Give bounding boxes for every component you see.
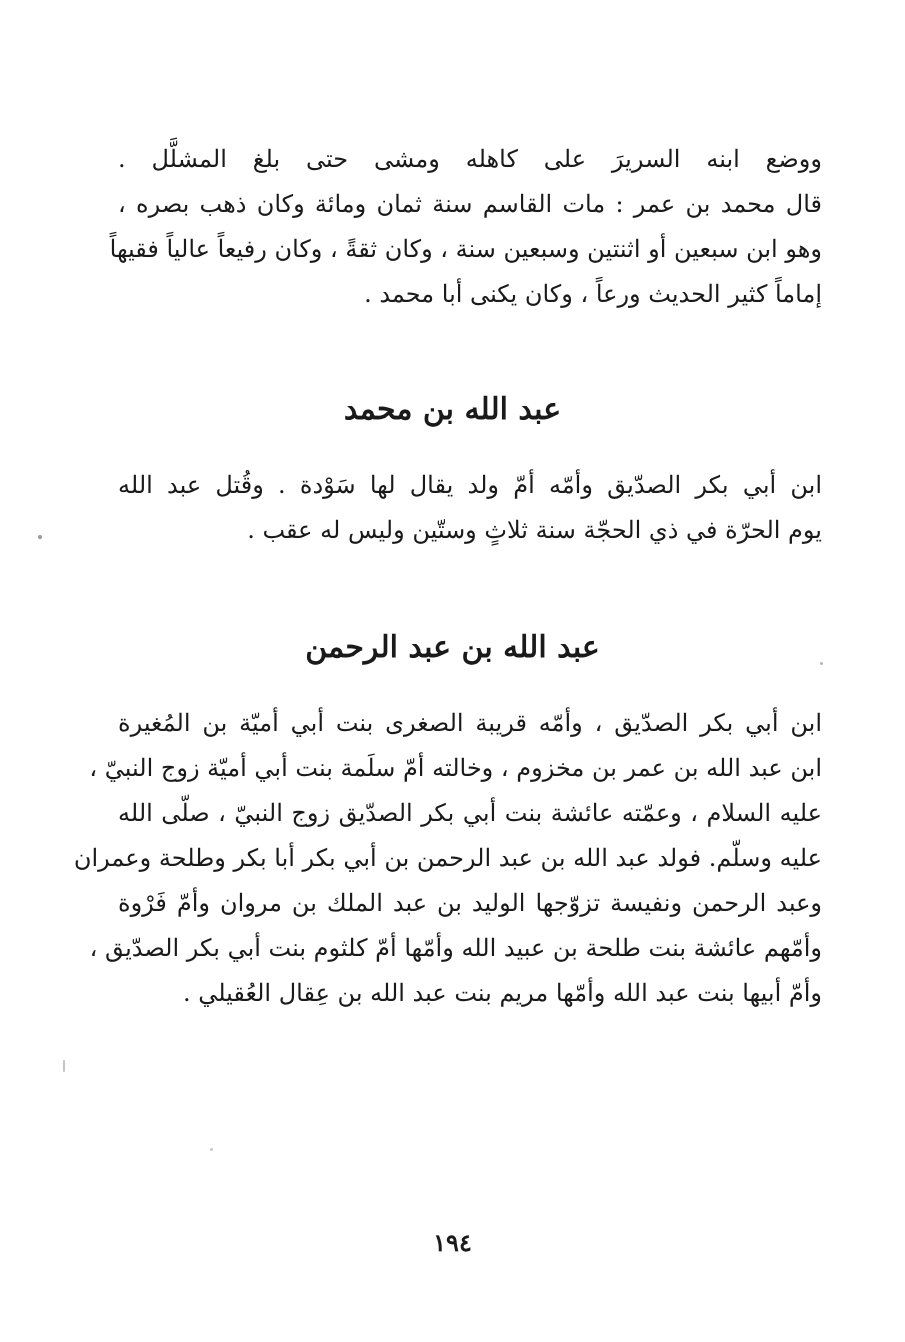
text-line: قال محمد بن عمر : مات القاسم سنة ثمان ومائة وكان ذهب بصره ، <box>118 190 822 218</box>
scan-speck <box>210 1148 213 1151</box>
text-line: ابن عبد الله بن عمر بن مخزوم ، وخالته أمّ سلَمة بنت أبي أميّة زوج النبيّ ، <box>89 754 822 782</box>
text-line: ابن أبي بكر الصدّيق وأمّه أمّ ولد يقال لها سَوْدة . وقُتل عبد الله <box>118 471 822 499</box>
scan-speck <box>820 662 823 665</box>
text-line: إماماً كثير الحديث ورعاً ، وكان يكنى أبا محمد . <box>364 280 822 308</box>
text-line: وهو ابن سبعين أو اثنتين وسبعين سنة ، وكان ثقةً ، وكان رفيعاً عالياً فقيهاً <box>109 235 822 263</box>
text-line: عليه وسلّم. فولد عبد الله بن عبد الرحمن بن أبي بكر أبا بكر وطلحة وعمران <box>73 844 822 872</box>
scan-speck <box>38 535 42 539</box>
text-line: ابن أبي بكر الصدّيق ، وأمّه قريبة الصغرى بنت أبي أميّة بن المُغيرة <box>118 709 822 737</box>
section-paragraph <box>118 463 822 553</box>
page-number: ١٩٤ <box>433 1228 472 1257</box>
scan-speck <box>63 1060 65 1072</box>
text-line: وأمّ أبيها بنت عبد الله وأمّها مريم بنت عبد الله بن عِقال العُقيلي . <box>182 979 822 1007</box>
section-heading: عبد الله بن عبد الرحمن <box>305 630 600 665</box>
paragraph-continuation <box>109 137 822 317</box>
text-line: عليه السلام ، وعمّته عائشة بنت أبي بكر الصدّيق زوج النبيّ ، صلّى الله <box>118 799 822 827</box>
section-heading: عبد الله بن محمد <box>343 392 562 427</box>
text-line: وعبد الرحمن ونفيسة تزوّجها الوليد بن عبد الملك بن مروان وأمّ فَرْوة <box>118 889 822 917</box>
text-line: يوم الحرّة في ذي الحجّة سنة ثلاثٍ وستّين وليس له عقب . <box>247 516 822 544</box>
text-line: وأمّهم عائشة بنت طلحة بن عبيد الله وأمّها أمّ كلثوم بنت أبي بكر الصدّيق ، <box>89 934 822 962</box>
section-paragraph <box>73 701 822 1016</box>
text-line: ووضع ابنه السريرَ على كاهله ومشى حتى بلغ المشلَّل . <box>118 145 822 173</box>
